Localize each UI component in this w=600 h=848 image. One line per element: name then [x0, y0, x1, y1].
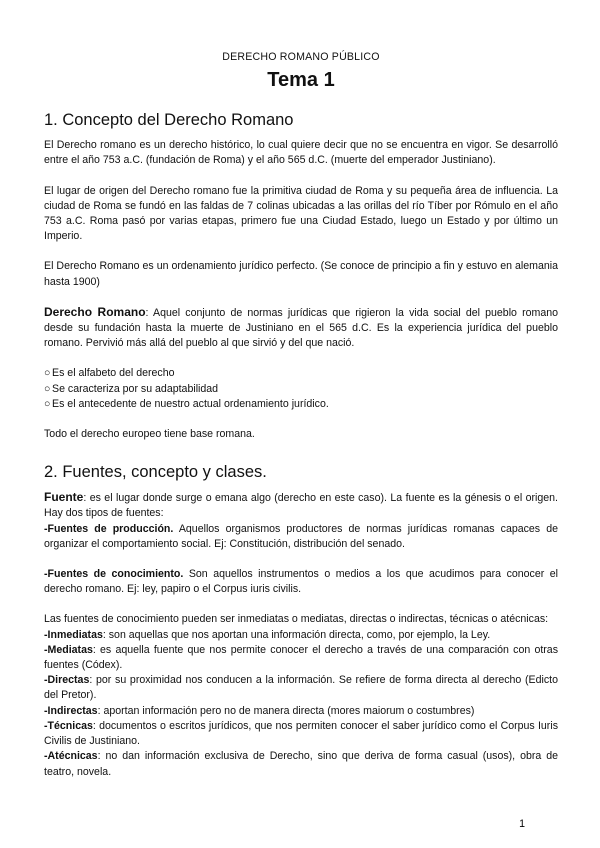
class-item: -Mediatas: es aquella fuente que nos permite conocer el derecho a través de una comparación con otras fuentes (Códex).	[44, 643, 558, 672]
knowledge-sources	[44, 567, 558, 597]
paragraph-perfect-order: El Derecho Romano es un ordenamiento jurídico perfecto. (Se conoce de principio a fin y estuvo en alemania hasta 1900)	[44, 260, 558, 288]
bullet-list	[44, 366, 558, 412]
paragraph-european-law: Todo el derecho europeo tiene base romana.	[44, 428, 255, 441]
class-item: -Directas: por su proximidad nos conducen a la información. Se refiere de forma directa al derecho (Edicto del Pretor).	[44, 674, 558, 702]
page-number: 1	[519, 818, 525, 830]
circle-bullet-icon: ○	[44, 397, 51, 410]
production-text: Aquellos organismos productores de normas jurídicas romanas capaces de organizar el comportamiento social. Ej: Constitución, distribución del senado.	[44, 522, 558, 550]
fuente-definition	[44, 490, 558, 521]
fuente-text: : es el lugar donde surge o emana algo (derecho en este caso). La fuente es la génesis o el origen. Hay dos tipos de fuentes:	[44, 492, 558, 520]
list-item: ○ Es el antecedente de nuestro actual ordenamiento jurídico.	[44, 397, 558, 412]
production-sources	[44, 522, 558, 552]
subject-heading: DERECHO ROMANO PÚBLICO	[222, 51, 380, 63]
production-term: -Fuentes de producción.	[44, 522, 174, 535]
definition-term: Derecho Romano	[44, 304, 146, 319]
paragraph-origin: El lugar de origen del Derecho romano fue la primitiva ciudad de Roma y su pequeña área de influencia. La ciudad de Roma se fundó en las faldas de 7 colinas ubicadas a las orillas del río Tíber por Rómulo en el año 753 a.C. Roma pasó por varias etapas, primero fue una Ciudad Estado, luego un Estado y por último un Imperio.	[44, 184, 558, 243]
document-page	[44, 0, 558, 780]
class-item: -Técnicas: documentos o escritos jurídicos, que nos permiten conocer el saber jurídico como el Corpus Iuris Civilis de Justiniano.	[44, 719, 558, 748]
class-item: -Indirectas: aportan información pero no de manera directa (mores maiorum o costumbres)	[44, 704, 475, 717]
circle-bullet-icon: ○	[44, 367, 51, 380]
section-1-heading: 1. Concepto del Derecho Romano	[44, 111, 294, 130]
list-item: ○ Se caracteriza por su adaptabilidad	[44, 382, 558, 397]
classes-intro: Las fuentes de conocimiento pueden ser inmediatas o mediatas, directas o indirectas, técnicas o atécnicas:	[44, 613, 549, 626]
knowledge-term: -Fuentes de conocimiento.	[44, 568, 184, 581]
class-item: -Inmediatas: son aquellas que nos aportan una información directa, como, por ejemplo, la Ley.	[44, 628, 491, 641]
knowledge-text: Son aquellos instrumentos o medios a los que acudimos para conocer el derecho romano. Ej: ley, papiro o el Corpus iuris civilis.	[44, 568, 559, 596]
section-2-heading: 2. Fuentes, concepto y clases.	[44, 463, 267, 482]
paragraph-historical: El Derecho romano es un derecho histórico, lo cual quiere decir que no se encuentra en vigor. Se desarrolló entre el año 753 a.C. (fundación de Roma) y el año 565 d.C. (muerte del emperador Justiniano).	[44, 139, 558, 167]
circle-bullet-icon: ○	[44, 382, 51, 395]
definition-paragraph	[44, 305, 558, 352]
definition-text: : Aquel conjunto de normas jurídicas que rigieron la vida social del pueblo romano desde su fundación hasta la muerte de Justiniano en el 565 d.C. Es la experiencia jurídica del pueblo romano. Pervivió más allá del pueblo al que sirvió y del que nació.	[44, 306, 558, 350]
class-item: -Atécnicas: no dan información exclusiva de Derecho, sino que deriva de forma casual (usos), obra de teatro, novela.	[44, 750, 558, 778]
page-title: Tema 1	[267, 69, 335, 92]
list-item: ○ Es el alfabeto del derecho	[44, 366, 558, 381]
fuente-term: Fuente	[44, 490, 84, 505]
